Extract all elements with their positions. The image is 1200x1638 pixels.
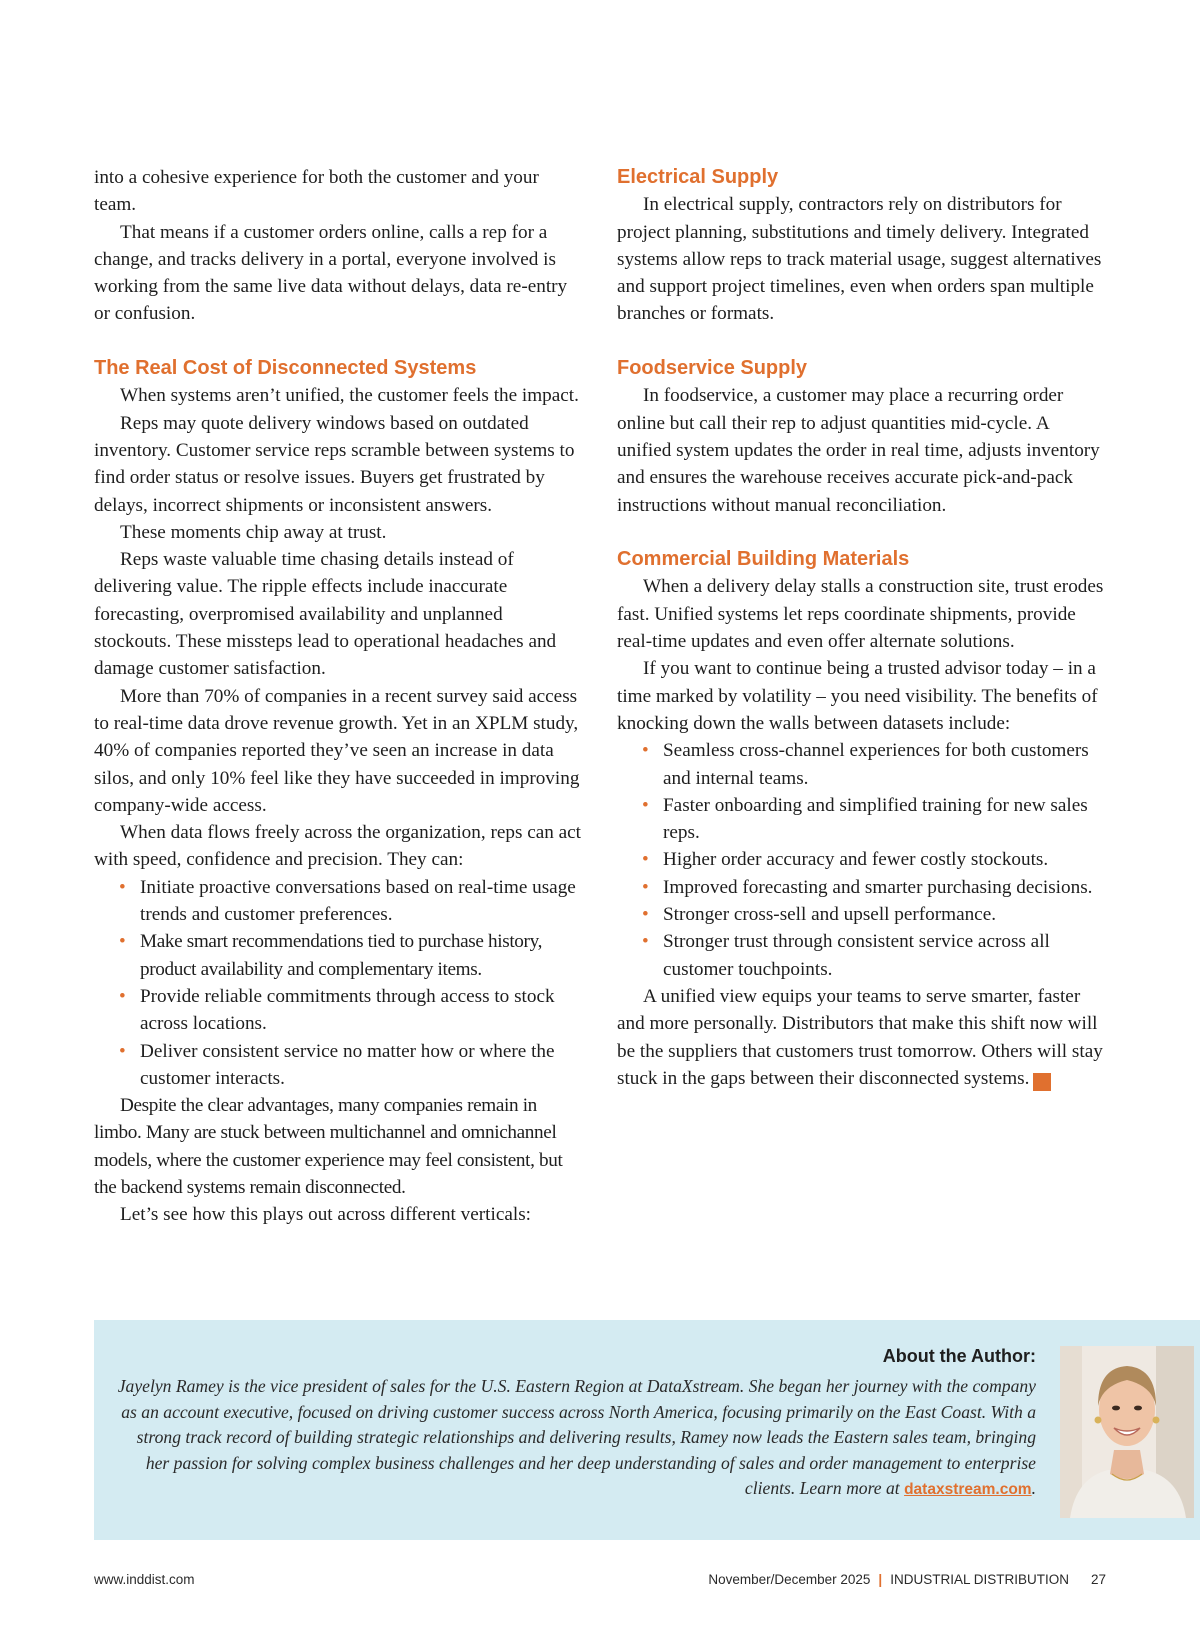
list-item-text: Higher order accuracy and fewer costly stockouts. bbox=[663, 849, 1049, 871]
list-item-text: Deliver consistent service no matter how or where the customer interacts. bbox=[140, 1040, 555, 1089]
section-heading: Foodservice Supply bbox=[617, 357, 808, 380]
bullet-icon: • bbox=[642, 794, 649, 816]
paragraph: More than 70% of companies in a recent survey said access to real-time data drove revenue growth. Yet in an XPLM study, 40% of companies reported they’ve seen an increase in data silos, and only 10% feel like they have succeeded in improving company-wide access. bbox=[94, 685, 580, 816]
list-item-text: Seamless cross-channel experiences for both customers and internal teams. bbox=[663, 740, 1089, 789]
section-heading: Commercial Building Materials bbox=[617, 548, 910, 571]
bullet-icon: • bbox=[119, 931, 126, 953]
list-item bbox=[119, 1038, 582, 1093]
list-item-text: Improved forecasting and smarter purchasing decisions. bbox=[663, 876, 1093, 898]
paragraph: If you want to continue being a trusted advisor today – in a time marked by volatility – you need visibility. The benefits of knocking down the walls between datasets include: bbox=[617, 658, 1098, 734]
list-item-text: Make smart recommendations tied to purchase history, product availability and complementary items. bbox=[140, 931, 543, 980]
bullet-list bbox=[94, 874, 582, 1092]
paragraph: Despite the clear advantages, many companies remain in limbo. Many are stuck between multichannel and omnichannel models, where the customer experience may feel consistent, but the backend systems remain disconnected. bbox=[94, 1095, 563, 1198]
right-column bbox=[617, 164, 1107, 1092]
author-bio-end: . bbox=[1031, 1478, 1036, 1498]
page-number: 27 bbox=[1090, 1572, 1106, 1587]
section-heading: The Real Cost of Disconnected Systems bbox=[94, 357, 477, 380]
paragraph: When data flows freely across the organization, reps can act with speed, confidence and precision. They can: bbox=[94, 822, 582, 871]
bullet-icon: • bbox=[642, 931, 649, 953]
paragraph: These moments chip away at trust. bbox=[120, 521, 387, 543]
section-heading: Electrical Supply bbox=[617, 166, 779, 188]
list-item bbox=[642, 928, 1107, 983]
list-item bbox=[642, 874, 1107, 901]
bullet-icon: • bbox=[642, 740, 649, 762]
list-item bbox=[642, 792, 1107, 847]
footer-right bbox=[708, 1572, 1106, 1587]
author-photo bbox=[1060, 1346, 1194, 1518]
list-item bbox=[119, 983, 582, 1038]
list-item-text: Faster onboarding and simplified training for new sales reps. bbox=[663, 794, 1088, 844]
list-item-text: Provide reliable commitments through access to stock across locations. bbox=[140, 985, 555, 1035]
paragraph: into a cohesive experience for both the customer and your team. bbox=[94, 167, 539, 216]
list-item bbox=[119, 928, 582, 983]
paragraph bbox=[617, 983, 1107, 1092]
author-heading: About the Author: bbox=[882, 1346, 1036, 1366]
author-link[interactable]: dataxstream.com bbox=[904, 1481, 1032, 1498]
paragraph: Reps may quote delivery windows based on outdated inventory. Customer service reps scramble between systems to find order status or resolve issues. Buyers get frustrated by delays, incorrect shipments or inconsistent answers. bbox=[94, 412, 575, 516]
bullet-icon: • bbox=[642, 904, 649, 926]
list-item bbox=[642, 901, 1107, 928]
author-bio-text: Jayelyn Ramey is the vice president of sales for the U.S. Eastern Region at DataXstream. She began her journey with the company as an account executive, focused on driving customer success across North America, focusing primarily on the East Coast. With a strong track record of building strategic relationships and delivering results, Ramey now leads the Eastern sales team, bringing her passion for solving complex business challenges and her deep understanding of sales and order management to enterprise clients. Learn more at bbox=[117, 1376, 1036, 1498]
paragraph: Let’s see how this plays out across different verticals: bbox=[120, 1204, 532, 1226]
footer-website: www.inddist.com bbox=[94, 1572, 195, 1587]
bullet-icon: • bbox=[642, 876, 649, 898]
closing-text: A unified view equips your teams to serve smarter, faster and more personally. Distributors that make this shift now will be the suppliers that customers trust tomorrow. Others will stay stuck in the gaps between their disconnected systems. bbox=[617, 985, 1103, 1089]
list-item bbox=[642, 737, 1107, 792]
footer-separator: | bbox=[878, 1572, 883, 1587]
bullet-list bbox=[617, 737, 1107, 983]
list-item-text: Stronger trust through consistent service across all customer touchpoints. bbox=[663, 931, 1050, 980]
footer-issue: November/December 2025 bbox=[708, 1572, 871, 1587]
bullet-icon: • bbox=[119, 876, 126, 898]
author-box bbox=[94, 1320, 1200, 1540]
bullet-icon: • bbox=[119, 985, 126, 1007]
bullet-icon: • bbox=[119, 1040, 126, 1062]
bullet-icon: • bbox=[642, 849, 649, 871]
list-item-text: Initiate proactive conversations based on real-time usage trends and customer preferences. bbox=[140, 876, 576, 926]
list-item-text: Stronger cross-sell and upsell performance. bbox=[663, 904, 997, 926]
paragraph: When a delivery delay stalls a construction site, trust erodes fast. Unified systems let reps coordinate shipments, provide real-time updates and even offer alternate solutions. bbox=[617, 576, 1104, 653]
paragraph: When systems aren’t unified, the customer feels the impact. bbox=[120, 385, 579, 407]
paragraph: In foodservice, a customer may place a recurring order online but call their rep to adjust quantities mid-cycle. A unified system updates the order in real time, adjusts inventory and ensures the warehouse receives accurate pick-and-pack instructions without manual reconciliation. bbox=[617, 385, 1100, 516]
end-mark-icon: ID bbox=[1033, 1073, 1051, 1091]
left-column bbox=[94, 164, 582, 1229]
author-bio bbox=[114, 1374, 1036, 1503]
footer-publication: INDUSTRIAL DISTRIBUTION bbox=[890, 1572, 1069, 1587]
list-item bbox=[642, 846, 1107, 873]
list-item bbox=[119, 874, 582, 929]
paragraph: Reps waste valuable time chasing details instead of delivering value. The ripple effects include inaccurate forecasting, overpromised availability and unplanned stockouts. These missteps lead to operational headaches and damage customer satisfaction. bbox=[94, 549, 557, 680]
paragraph: That means if a customer orders online, calls a rep for a change, and tracks delivery in a portal, everyone involved is working from the same live data without delays, data re-entry or confusion. bbox=[94, 221, 568, 325]
author-portrait-icon bbox=[1060, 1346, 1194, 1518]
paragraph: In electrical supply, contractors rely on distributors for project planning, substitutions and timely delivery. Integrated systems allow reps to track material usage, suggest alternatives and support project timelines, even when orders span multiple branches or formats. bbox=[617, 194, 1102, 325]
